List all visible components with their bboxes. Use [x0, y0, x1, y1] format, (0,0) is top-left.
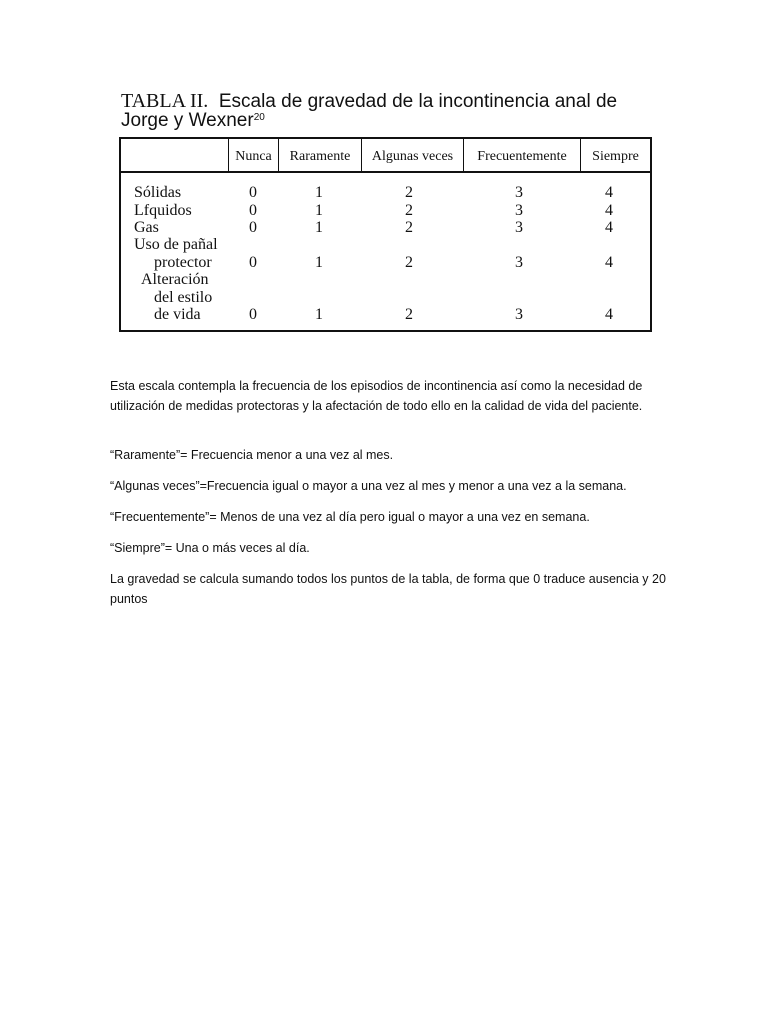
table-cell: 1 [315, 202, 323, 219]
header-algunas-veces: Algunas veces [361, 139, 463, 171]
table-cell: 0 [249, 254, 257, 271]
row-label-protector: protector [154, 254, 212, 271]
wexner-scale-table [119, 137, 652, 332]
table-cell: 0 [249, 202, 257, 219]
table-title [121, 92, 661, 130]
row-label-gas: Gas [134, 219, 159, 236]
table-cell: 4 [605, 202, 613, 219]
table-title-line-1 [121, 92, 661, 111]
table-cell: 4 [605, 306, 613, 323]
table-cell: 1 [315, 254, 323, 271]
paragraph-severity-calculation: La gravedad se calcula sumando todos los puntos de la tabla, de forma que 0 traduce ausencia y 20 puntos [110, 572, 666, 606]
row-label-uso-de-panal: Uso de pañal [134, 236, 218, 253]
table-cell: 0 [249, 306, 257, 323]
table-cell: 2 [405, 306, 413, 323]
table-cell: 2 [405, 219, 413, 236]
table-cell: 0 [249, 184, 257, 201]
paragraph-siempre-definition: “Siempre”= Una o más veces al día. [110, 541, 310, 555]
row-label-liquidos: Lfquidos [134, 202, 192, 219]
table-cell: 4 [605, 219, 613, 236]
paragraph-scale-description: Esta escala contempla la frecuencia de los episodios de incontinencia así como la necesidad de utilización de medidas protectoras y la afectación de todo ello en la calidad de vida del paciente. [110, 379, 643, 413]
table-cell: 1 [315, 219, 323, 236]
table-cell: 3 [515, 184, 523, 201]
table-cell: 2 [405, 202, 413, 219]
header-nunca: Nunca [228, 139, 278, 171]
row-label-del-estilo: del estilo [154, 289, 213, 306]
table-title-line-2 [121, 111, 661, 130]
table-cell: 3 [515, 306, 523, 323]
table-title-authors: Jorge y Wexner [121, 110, 254, 131]
paragraph-frecuentemente-definition: “Frecuentemente”= Menos de una vez al día pero igual o mayor a una vez en semana. [110, 510, 590, 524]
row-label-solidas: Sólidas [134, 184, 182, 201]
table-cell: 4 [605, 254, 613, 271]
table-header-row [121, 139, 650, 173]
table-cell: 2 [405, 184, 413, 201]
row-label-alteracion: Alteración [141, 271, 209, 288]
header-siempre: Siempre [580, 139, 650, 171]
table-cell: 3 [515, 202, 523, 219]
table-number: TABLA II. [121, 90, 209, 112]
table-title-main: Escala de gravedad de la incontinencia anal de [218, 91, 618, 112]
table-cell: 0 [249, 219, 257, 236]
row-label-de-vida: de vida [154, 306, 201, 323]
header-raramente: Raramente [278, 139, 361, 171]
table-cell: 3 [515, 254, 523, 271]
citation-superscript: 20 [253, 112, 265, 123]
header-frecuentemente: Frecuentemente [463, 139, 580, 171]
table-cell: 1 [315, 184, 323, 201]
table-cell: 3 [515, 219, 523, 236]
table-cell: 4 [605, 184, 613, 201]
paragraph-raramente-definition: “Raramente”= Frecuencia menor a una vez al mes. [110, 448, 394, 462]
paragraph-algunas-veces-definition: “Algunas veces”=Frecuencia igual o mayor a una vez al mes y menor a una vez a la semana. [110, 479, 627, 493]
table-cell: 1 [315, 306, 323, 323]
table-cell: 2 [405, 254, 413, 271]
